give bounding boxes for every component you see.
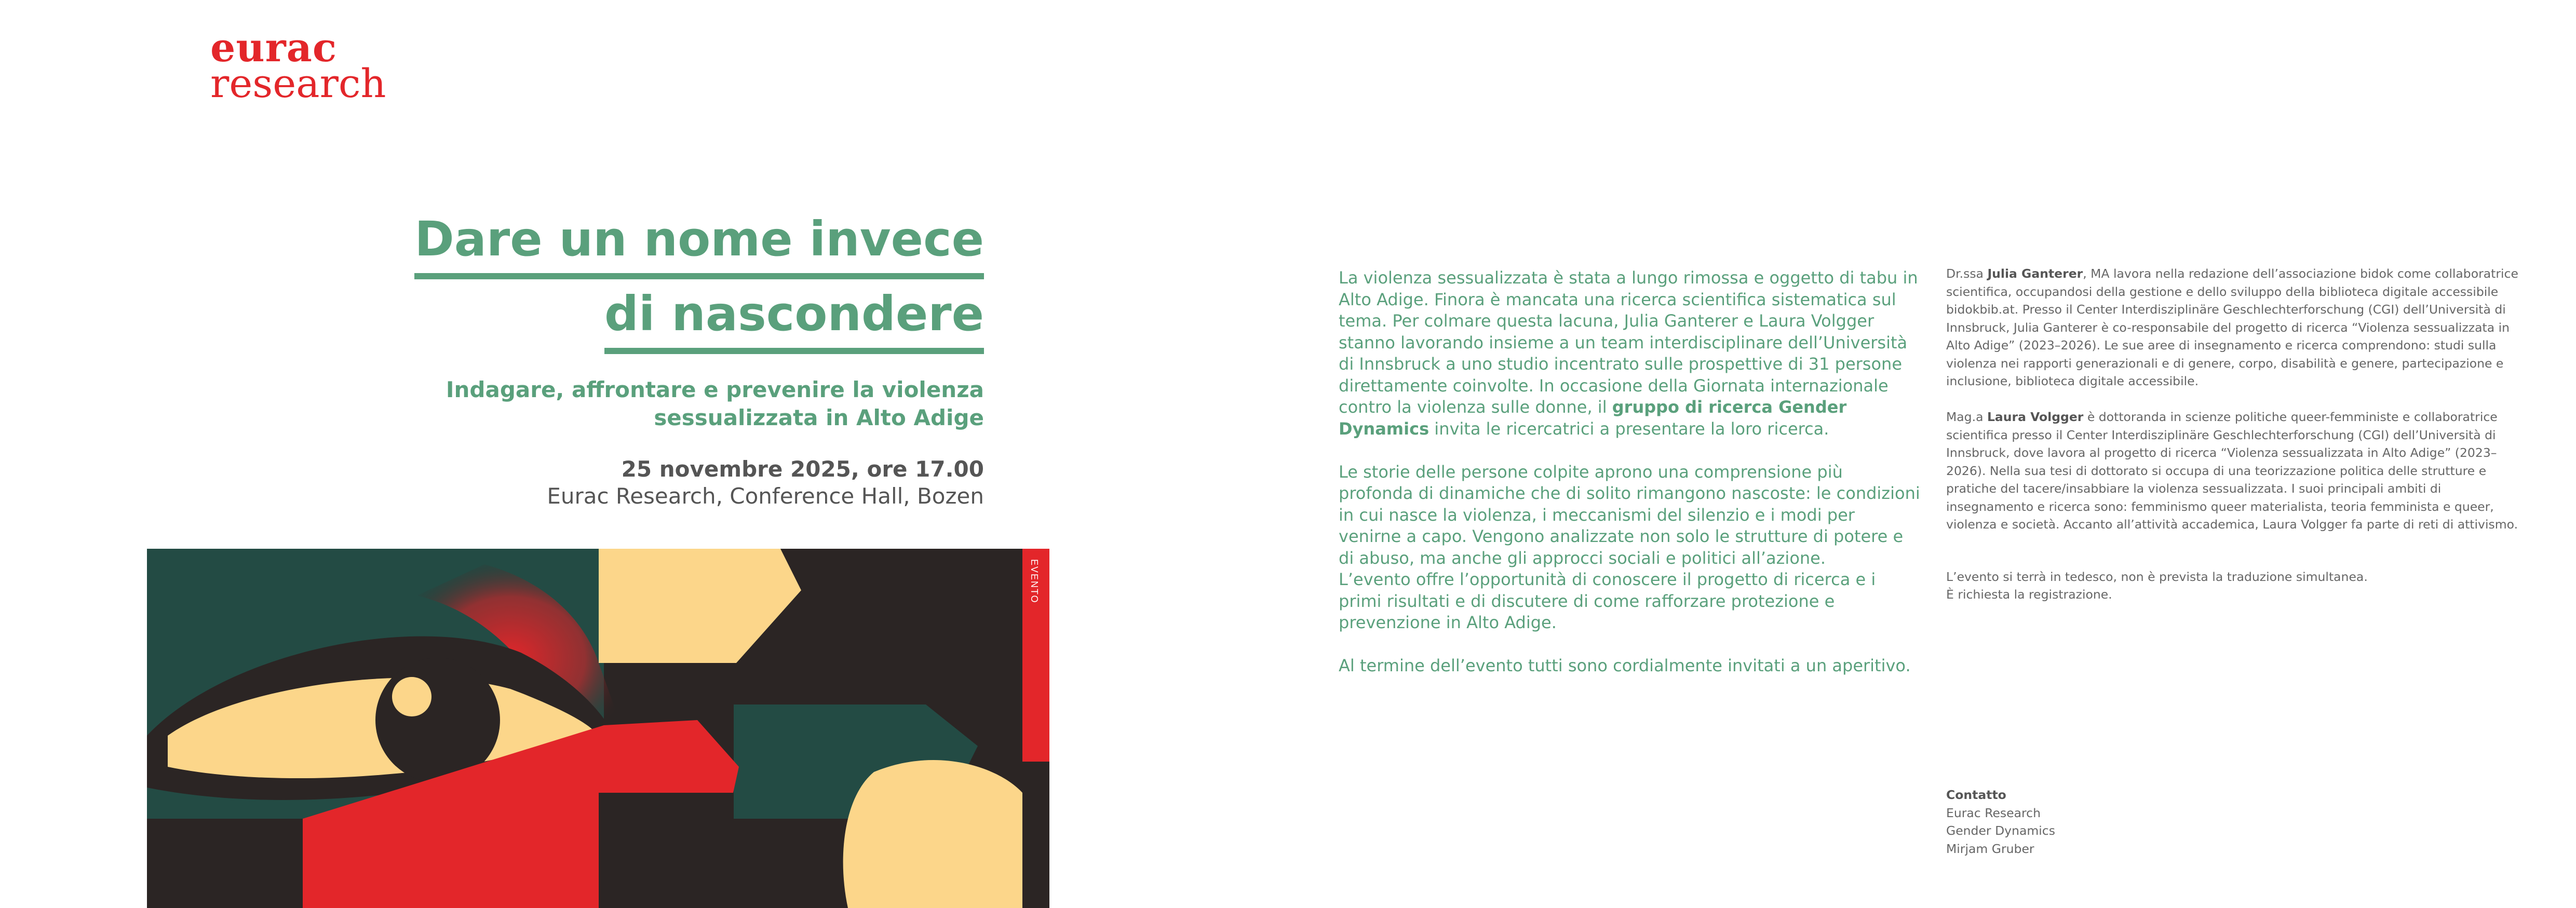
subtitle-line-2: sessualizzata in Alto Adige [654, 405, 984, 430]
event-title [413, 209, 984, 358]
title-line-1: Dare un nome invece [414, 209, 984, 279]
speakers-bio [1946, 265, 2528, 604]
description-p1-end: invita le ricercatrici a presentare la loro ricerca. [1429, 418, 1829, 439]
event-date: 25 novembre 2025, ore 17.00 [621, 456, 984, 482]
registration-note: È richiesta la registrazione. [1946, 587, 2112, 602]
speaker-1-text: , MA lavora nella redazione dell’associazione bidok come collaboratrice scientifica, occupandosi della gestione e dello sviluppo della biblioteca digitale accessibile bidokbib.at. Presso il Center Interdisziplinäre Geschlechterforschung (CGI) dell’Università di Innsbruck, Julia Ganterer è co-responsabile del progetto di ricerca “Violenza sessualizzata in Alto Adige” (2023–2026). Le sue aree di insegnamento e ricerca comprendono: studi sulla violenza nei rapporti generazionali e di genere, corpo, disabilità e genere, partecipazione e inclusione, biblioteca digitale accessibile. [1946, 266, 2518, 388]
title-line-2: di nascondere [604, 283, 984, 354]
description-paragraph-4: Al termine dell’evento tutti sono cordialmente invitati a un aperitivo. [1339, 656, 1911, 675]
description-paragraph-3: L’evento offre l’opportunità di conoscere il progetto di ricerca e i primi risultati e di discutere di come rafforzare protezione e prevenzione in Alto Adige. [1339, 570, 1876, 632]
event-notes [1946, 568, 2528, 604]
description-p1-start: La violenza sessualizzata è stata a lungo rimossa e oggetto di tabu in Alto Adige. Finora è mancata una ricerca scientifica sistematica sul tema. Per colmare questa lacuna, Julia Ganterer e Laura Volgger stanno lavorando insieme a un team interdisciplinare dell’Università di Innsbruck a uno studio incentrato sulle prospettive di 31 persone direttamente coinvolte. In occasione della Giornata internazionale contro la violenza sulle donne, il [1339, 268, 1918, 417]
logo-line-2: research [210, 60, 386, 106]
description-paragraph-1 [1339, 267, 1920, 440]
research-group-name: gruppo di ricerca Gender Dynamics [1339, 397, 1847, 439]
contact-line-3: Mirjam Gruber [1946, 841, 2034, 856]
speaker-bio-2 [1946, 408, 2528, 534]
language-note: L’evento si terrà in tedesco, non è prevista la traduzione simultanea. [1946, 569, 2368, 584]
contact-heading: Contatto [1946, 788, 2006, 802]
speaker-1-name: Julia Ganterer [1987, 266, 2083, 281]
speaker-2-title: Mag.a [1946, 410, 1987, 424]
logo-line-1: eurac [210, 24, 338, 71]
event-header [413, 209, 984, 510]
event-badge [1022, 549, 1049, 762]
event-artwork [147, 549, 1049, 908]
speaker-2-text: è dottoranda in scienze politiche queer-femministe e collaboratrice scientifica presso il Center Interdisziplinäre Geschlechterforschung (CGI) dell’Università di Innsbruck, dove lavora al progetto di ricerca “Violenza sessualizzata in Alto Adige” (2023–2026). Nella sua tesi di dottorato si occupa di una teorizzazione politica delle strutture e pratiche del tacere/insabbiare la violenza sessualizzata. I suoi principali ambiti di insegnamento e ricerca sono: femminismo queer materialista, teoria femminista e queer, violenza e società. Accanto all’attività accademica, Laura Volgger fa parte di reti di attivismo. [1946, 410, 2518, 532]
contact-block [1946, 786, 2055, 858]
speaker-2-name: Laura Volgger [1987, 410, 2084, 424]
subtitle-line-1: Indagare, affrontare e prevenire la violenza [446, 377, 984, 402]
contact-line-1: Eurac Research [1946, 805, 2041, 820]
eurac-research-logo [210, 24, 386, 106]
event-description [1339, 267, 1920, 698]
description-paragraph-2: Le storie delle persone colpite aprono una comprensione più profonda di dinamiche che di solito rimangono nascoste: le condizioni in cui nasce la violenza, i meccanismi del silenzio e i modi per venirne a capo. Vengono analizzate non solo le strutture di potere e di abuso, ma anche gli approcci sociali e politici all’azione. [1339, 462, 1920, 568]
speaker-bio-1 [1946, 265, 2528, 390]
speaker-1-title: Dr.ssa [1946, 266, 1988, 281]
eye-illustration [147, 549, 1049, 908]
event-venue: Eurac Research, Conference Hall, Bozen [547, 483, 984, 509]
event-badge-label: EVENTO [1029, 559, 1040, 604]
contact-line-2: Gender Dynamics [1946, 823, 2055, 838]
event-subtitle [413, 376, 984, 432]
